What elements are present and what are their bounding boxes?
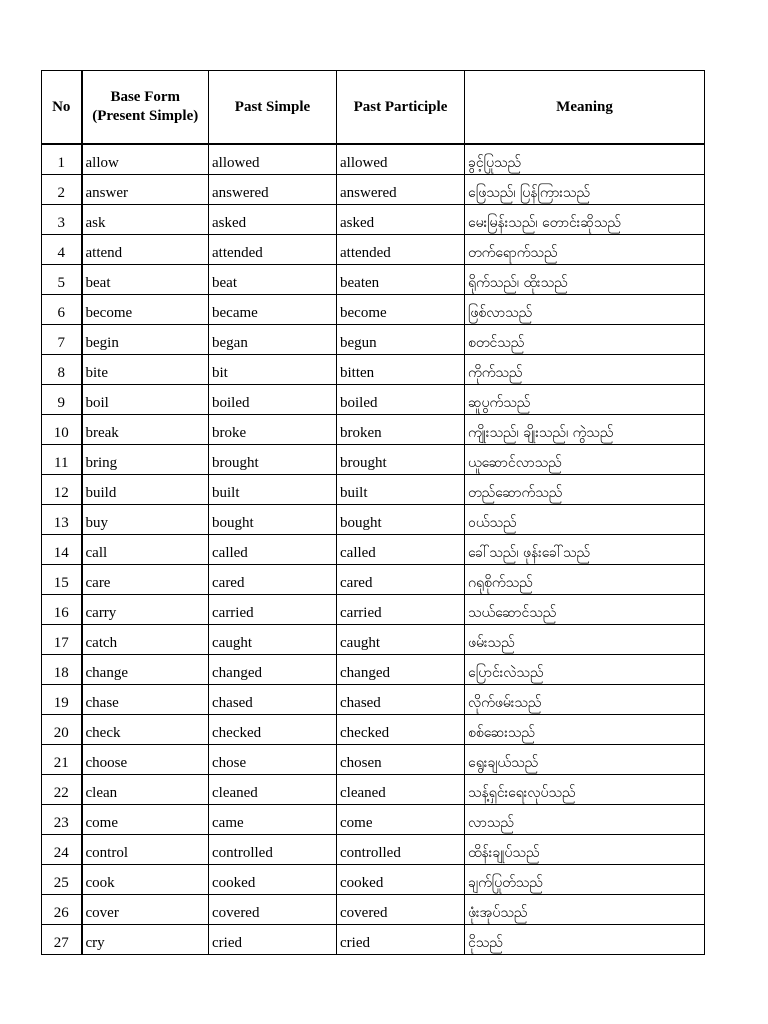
row-number: 10 xyxy=(42,415,82,445)
past-simple-cell: cooked xyxy=(209,865,337,895)
past-participle-cell: begun xyxy=(337,325,465,355)
past-participle-cell: called xyxy=(337,535,465,565)
past-participle-cell: beaten xyxy=(337,265,465,295)
table-row xyxy=(42,895,705,925)
table-row xyxy=(42,745,705,775)
table-row xyxy=(42,655,705,685)
past-simple-cell: brought xyxy=(209,445,337,475)
table-row xyxy=(42,265,705,295)
table-row xyxy=(42,144,705,175)
row-number: 25 xyxy=(42,865,82,895)
past-simple-cell: changed xyxy=(209,655,337,685)
table-row xyxy=(42,475,705,505)
meaning-cell: ဖြစ်လာသည် xyxy=(465,295,705,325)
past-simple-cell: bought xyxy=(209,505,337,535)
table-row xyxy=(42,325,705,355)
past-participle-cell: chased xyxy=(337,685,465,715)
past-simple-cell: carried xyxy=(209,595,337,625)
meaning-cell: လိုက်ဖမ်းသည် xyxy=(465,685,705,715)
past-simple-cell: cried xyxy=(209,925,337,955)
row-number: 15 xyxy=(42,565,82,595)
past-participle-cell: covered xyxy=(337,895,465,925)
past-simple-cell: beat xyxy=(209,265,337,295)
past-simple-cell: built xyxy=(209,475,337,505)
row-number: 23 xyxy=(42,805,82,835)
header-past-participle: Past Participle xyxy=(337,71,465,145)
past-participle-cell: become xyxy=(337,295,465,325)
irregular-verbs-table xyxy=(41,70,705,955)
row-number: 3 xyxy=(42,205,82,235)
base-form-cell: cry xyxy=(82,925,209,955)
table-body xyxy=(42,144,705,955)
meaning-cell: လာသည် xyxy=(465,805,705,835)
header-no: No xyxy=(42,71,82,145)
past-simple-cell: broke xyxy=(209,415,337,445)
base-form-cell: choose xyxy=(82,745,209,775)
past-participle-cell: cried xyxy=(337,925,465,955)
base-form-cell: beat xyxy=(82,265,209,295)
header-past-simple: Past Simple xyxy=(209,71,337,145)
meaning-cell: ဝယ်သည် xyxy=(465,505,705,535)
past-participle-cell: chosen xyxy=(337,745,465,775)
row-number: 14 xyxy=(42,535,82,565)
row-number: 7 xyxy=(42,325,82,355)
header-base-form-line1: Base Form xyxy=(110,89,181,105)
row-number: 16 xyxy=(42,595,82,625)
past-participle-cell: broken xyxy=(337,415,465,445)
past-participle-cell: brought xyxy=(337,445,465,475)
past-participle-cell: cleaned xyxy=(337,775,465,805)
base-form-cell: care xyxy=(82,565,209,595)
base-form-cell: check xyxy=(82,715,209,745)
base-form-cell: catch xyxy=(82,625,209,655)
past-participle-cell: caught xyxy=(337,625,465,655)
base-form-cell: come xyxy=(82,805,209,835)
base-form-cell: allow xyxy=(82,144,209,175)
base-form-cell: change xyxy=(82,655,209,685)
table-row xyxy=(42,625,705,655)
meaning-cell: ယူဆောင်လာသည် xyxy=(465,445,705,475)
base-form-cell: boil xyxy=(82,385,209,415)
base-form-cell: chase xyxy=(82,685,209,715)
past-simple-cell: covered xyxy=(209,895,337,925)
table-row xyxy=(42,355,705,385)
table-row xyxy=(42,775,705,805)
meaning-cell: ဖမ်းသည် xyxy=(465,625,705,655)
past-participle-cell: bitten xyxy=(337,355,465,385)
row-number: 12 xyxy=(42,475,82,505)
past-simple-cell: chased xyxy=(209,685,337,715)
table-row xyxy=(42,235,705,265)
meaning-cell: ထိန်းချုပ်သည် xyxy=(465,835,705,865)
past-participle-cell: bought xyxy=(337,505,465,535)
table-row xyxy=(42,715,705,745)
meaning-cell: ရွေးချယ်သည် xyxy=(465,745,705,775)
table-row xyxy=(42,685,705,715)
base-form-cell: carry xyxy=(82,595,209,625)
past-simple-cell: asked xyxy=(209,205,337,235)
meaning-cell: ဂရုစိုက်သည် xyxy=(465,565,705,595)
row-number: 5 xyxy=(42,265,82,295)
past-simple-cell: began xyxy=(209,325,337,355)
base-form-cell: call xyxy=(82,535,209,565)
table-row xyxy=(42,925,705,955)
past-simple-cell: answered xyxy=(209,175,337,205)
base-form-cell: cover xyxy=(82,895,209,925)
meaning-cell: ငိုသည် xyxy=(465,925,705,955)
base-form-cell: answer xyxy=(82,175,209,205)
meaning-cell: ခွင့်ပြုသည် xyxy=(465,144,705,175)
meaning-cell: ခေါ်သည်၊ ဖုန်းခေါ်သည် xyxy=(465,535,705,565)
past-simple-cell: caught xyxy=(209,625,337,655)
table-row xyxy=(42,385,705,415)
table-row xyxy=(42,835,705,865)
header-base-form-line2: (Present Simple) xyxy=(92,108,199,124)
past-participle-cell: checked xyxy=(337,715,465,745)
meaning-cell: ဖြေသည်၊ ပြန်ကြားသည် xyxy=(465,175,705,205)
header-row xyxy=(42,71,705,145)
past-participle-cell: boiled xyxy=(337,385,465,415)
row-number: 6 xyxy=(42,295,82,325)
past-participle-cell: built xyxy=(337,475,465,505)
meaning-cell: မေးမြန်းသည်၊ တောင်းဆိုသည် xyxy=(465,205,705,235)
row-number: 26 xyxy=(42,895,82,925)
past-simple-cell: allowed xyxy=(209,144,337,175)
meaning-cell: ပြောင်းလဲသည် xyxy=(465,655,705,685)
row-number: 9 xyxy=(42,385,82,415)
table-row xyxy=(42,565,705,595)
row-number: 2 xyxy=(42,175,82,205)
meaning-cell: စစ်ဆေးသည် xyxy=(465,715,705,745)
meaning-cell: ဆူပွက်သည် xyxy=(465,385,705,415)
meaning-cell: ကျိုးသည်၊ ချိုးသည်၊ ကွဲသည် xyxy=(465,415,705,445)
table-row xyxy=(42,415,705,445)
past-simple-cell: controlled xyxy=(209,835,337,865)
past-participle-cell: asked xyxy=(337,205,465,235)
past-participle-cell: answered xyxy=(337,175,465,205)
past-simple-cell: attended xyxy=(209,235,337,265)
header-base-form xyxy=(82,71,209,145)
past-participle-cell: cared xyxy=(337,565,465,595)
row-number: 17 xyxy=(42,625,82,655)
past-simple-cell: boiled xyxy=(209,385,337,415)
row-number: 21 xyxy=(42,745,82,775)
meaning-cell: စတင်သည် xyxy=(465,325,705,355)
table-row xyxy=(42,595,705,625)
meaning-cell: သယ်ဆောင်သည် xyxy=(465,595,705,625)
row-number: 1 xyxy=(42,144,82,175)
meaning-cell: ရိုက်သည်၊ ထိုးသည် xyxy=(465,265,705,295)
base-form-cell: bite xyxy=(82,355,209,385)
base-form-cell: control xyxy=(82,835,209,865)
base-form-cell: cook xyxy=(82,865,209,895)
meaning-cell: ချက်ပြုတ်သည် xyxy=(465,865,705,895)
past-simple-cell: came xyxy=(209,805,337,835)
row-number: 4 xyxy=(42,235,82,265)
meaning-cell: တည်ဆောက်သည် xyxy=(465,475,705,505)
header-meaning: Meaning xyxy=(465,71,705,145)
past-simple-cell: called xyxy=(209,535,337,565)
base-form-cell: build xyxy=(82,475,209,505)
base-form-cell: bring xyxy=(82,445,209,475)
past-simple-cell: chose xyxy=(209,745,337,775)
row-number: 8 xyxy=(42,355,82,385)
table-row xyxy=(42,205,705,235)
table-row xyxy=(42,805,705,835)
table-row xyxy=(42,445,705,475)
base-form-cell: ask xyxy=(82,205,209,235)
table-row xyxy=(42,505,705,535)
past-participle-cell: changed xyxy=(337,655,465,685)
base-form-cell: clean xyxy=(82,775,209,805)
row-number: 13 xyxy=(42,505,82,535)
table-row xyxy=(42,865,705,895)
past-simple-cell: became xyxy=(209,295,337,325)
base-form-cell: break xyxy=(82,415,209,445)
past-simple-cell: checked xyxy=(209,715,337,745)
base-form-cell: buy xyxy=(82,505,209,535)
table-row xyxy=(42,535,705,565)
past-participle-cell: cooked xyxy=(337,865,465,895)
meaning-cell: တက်ရောက်သည် xyxy=(465,235,705,265)
meaning-cell: သန့်ရှင်းရေးလုပ်သည် xyxy=(465,775,705,805)
base-form-cell: become xyxy=(82,295,209,325)
past-participle-cell: attended xyxy=(337,235,465,265)
base-form-cell: begin xyxy=(82,325,209,355)
row-number: 18 xyxy=(42,655,82,685)
past-participle-cell: come xyxy=(337,805,465,835)
row-number: 19 xyxy=(42,685,82,715)
past-simple-cell: cared xyxy=(209,565,337,595)
row-number: 22 xyxy=(42,775,82,805)
table-row xyxy=(42,175,705,205)
meaning-cell: ဖုံးအုပ်သည် xyxy=(465,895,705,925)
base-form-cell: attend xyxy=(82,235,209,265)
row-number: 27 xyxy=(42,925,82,955)
table-row xyxy=(42,295,705,325)
past-participle-cell: allowed xyxy=(337,144,465,175)
row-number: 11 xyxy=(42,445,82,475)
past-participle-cell: controlled xyxy=(337,835,465,865)
meaning-cell: ကိုက်သည် xyxy=(465,355,705,385)
past-simple-cell: cleaned xyxy=(209,775,337,805)
row-number: 24 xyxy=(42,835,82,865)
past-participle-cell: carried xyxy=(337,595,465,625)
row-number: 20 xyxy=(42,715,82,745)
past-simple-cell: bit xyxy=(209,355,337,385)
